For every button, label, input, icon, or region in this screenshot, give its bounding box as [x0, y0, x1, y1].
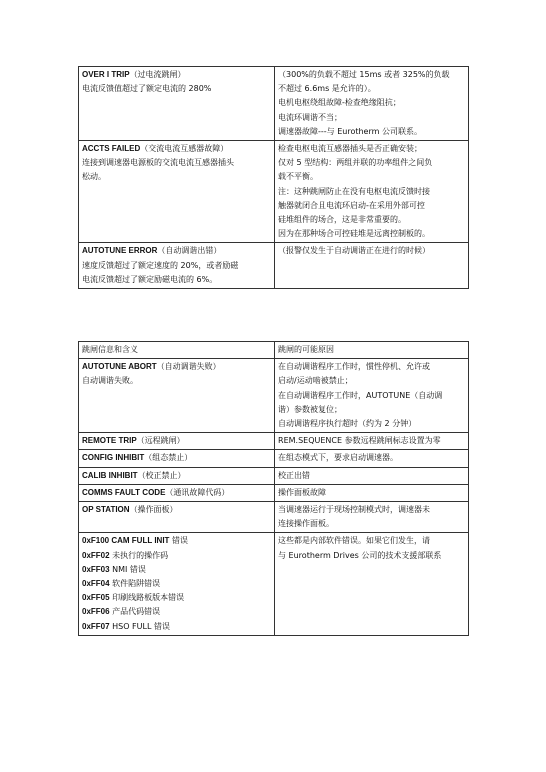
trip-code-description: （组态禁止）: [144, 453, 193, 463]
possible-cause-cell: [275, 484, 469, 501]
meaning-line: [82, 434, 271, 448]
trip-meaning-cell: [79, 533, 275, 635]
meaning-line: [82, 563, 271, 577]
trip-code: AUTOTUNE ERROR: [82, 246, 158, 256]
cause-line: 检查电枢电流互感器插头是否正确安装；: [278, 144, 423, 154]
possible-cause-cell: [275, 433, 469, 450]
trip-code-description: 错误: [169, 536, 188, 546]
cause-line: 校正出错: [278, 470, 311, 480]
trip-code: 0xFF03: [82, 564, 110, 574]
cause-line: 不超过 6.6ms 是允许的）。: [278, 84, 376, 94]
possible-cause-cell: [275, 467, 469, 484]
trip-code: CALIB INHIBIT: [82, 470, 138, 480]
trip-code: 0xFF02: [82, 550, 110, 560]
meaning-line: [82, 469, 271, 483]
cause-line: 因为在那种场合可控硅堆是远离控制板的。: [278, 229, 431, 239]
meaning-line: [82, 591, 271, 605]
trip-code-description: （自动调谐出错）: [157, 246, 222, 256]
trip-meaning-cell: [79, 502, 275, 533]
trip-meaning-cell: [79, 467, 275, 484]
possible-cause-cell: [275, 243, 469, 289]
possible-cause-cell: [275, 450, 469, 467]
trip-code: 0xFF05: [82, 593, 110, 603]
cause-line: 这些都是内部软件错误。如果它们发生，请: [278, 536, 431, 546]
trip-code: 0xFF04: [82, 579, 110, 589]
trip-code: ACCTS FAILED: [82, 144, 141, 154]
cause-line: （报警仅发生于自动调谐正在进行的时候）: [278, 246, 431, 256]
cause-line: 自动调谐程序执行超时（约为 2 分钟）: [278, 419, 417, 429]
cause-line: 在组态模式下，要求启动调速器。: [278, 453, 399, 463]
meaning-line: 速度反馈超过了额定速度的 20%，或者励磁: [82, 260, 239, 270]
meaning-line: [82, 451, 271, 465]
meaning-line: 松动。: [82, 172, 106, 182]
table-row: [79, 67, 469, 141]
table-row: [79, 450, 469, 467]
meaning-line: [82, 549, 271, 563]
trip-code: OP STATION: [82, 505, 130, 515]
header-possible-cause: 跳闸的可能原因: [275, 342, 469, 359]
trip-code-description: （校正禁止）: [137, 470, 186, 480]
cause-line: 电机电枢绕组故障-检查绝缘阻抗；: [278, 98, 401, 108]
trip-code: AUTOTUNE ABORT: [82, 362, 157, 372]
trip-meaning-cell: [79, 67, 275, 141]
cause-line: 操作面板故障: [278, 487, 327, 497]
cause-line: 启动/运动啮被禁止；: [278, 376, 353, 386]
meaning-line: 连接到调速器电源板的交流电流互感器插头: [82, 158, 234, 168]
meaning-line: [82, 605, 271, 619]
cause-line: 仅对 5 型结构：两组并联的功率组件之间负: [278, 158, 433, 168]
table-row: [79, 533, 469, 635]
cause-line: 谐）参数被复位；: [278, 404, 343, 414]
possible-cause-cell: [275, 359, 469, 433]
trip-meaning-cell: [79, 141, 275, 243]
trip-code-description: NMI 错误: [109, 564, 146, 574]
trip-meaning-cell: [79, 433, 275, 450]
table-header-row: [79, 342, 469, 359]
trip-meaning-cell: [79, 484, 275, 501]
cause-line: REM.SEQUENCE 参数远程跳闸标志设置为零: [278, 436, 441, 446]
trip-code: 0xFF06: [82, 607, 110, 617]
trip-table-1: [78, 66, 469, 289]
cause-line: 与 Eurotherm Drives 公司的技术支援部联系: [278, 550, 442, 560]
table-row: [79, 359, 469, 433]
meaning-line: [82, 486, 271, 500]
possible-cause-cell: [275, 67, 469, 141]
trip-code: 0xFF07: [82, 621, 110, 631]
trip-code-description: 印刷线路板版本错误: [109, 593, 185, 603]
table-row: [79, 467, 469, 484]
trip-table-2: [78, 341, 469, 636]
trip-code-description: 软件陷阱错误: [109, 579, 161, 589]
trip-code-description: 产品代码错误: [109, 607, 161, 617]
possible-cause-cell: [275, 533, 469, 635]
table-row: [79, 243, 469, 289]
meaning-line: [82, 620, 271, 634]
meaning-line: [82, 503, 271, 517]
table-row: [79, 502, 469, 533]
meaning-line: [82, 142, 271, 156]
trip-code-description: （远程跳闸）: [136, 436, 185, 446]
cause-line: 触器就闭合且电流环启动-在采用外部可控: [278, 200, 425, 210]
cause-line: 调速器故障---与 Eurotherm 公司联系。: [278, 126, 422, 136]
meaning-line: [82, 360, 271, 374]
cause-line: 在自动调谐程序工作时，AUTOTUNE（自动调: [278, 390, 443, 400]
possible-cause-cell: [275, 502, 469, 533]
cause-line: （300%的负载不超过 15ms 或者 325%的负载: [278, 70, 450, 79]
trip-code: REMOTE TRIP: [82, 436, 137, 446]
trip-code-description: （操作面板）: [129, 505, 178, 515]
cause-line: 在自动调谐程序工作时，惯性停机、允许或: [278, 362, 431, 372]
trip-meaning-cell: [79, 359, 275, 433]
trip-code-description: （过电流跳闸）: [129, 70, 186, 79]
meaning-line: [82, 68, 271, 82]
meaning-line: [82, 534, 271, 548]
table-row: [79, 141, 469, 243]
possible-cause-cell: [275, 141, 469, 243]
trip-code-description: HSO FULL 错误: [109, 621, 170, 631]
meaning-line: 电流反馈值超过了额定电流的 280%: [82, 84, 212, 94]
trip-table-2-body: [79, 342, 469, 636]
trip-code-description: （自动调谐失败）: [156, 362, 221, 372]
header-trip-info: 跳闸信息和含义: [79, 342, 275, 359]
cause-line: 硅堆组件的场合，这是非常重要的。: [278, 215, 407, 225]
trip-code-description: （通讯故障代码）: [165, 487, 230, 497]
trip-code-description: （交流电流互感器故障）: [140, 144, 229, 154]
meaning-line: 电流反馈超过了额定励磁电流的 6%。: [82, 274, 218, 284]
trip-meaning-cell: [79, 450, 275, 467]
cause-line: 注：这种跳闸防止在没有电枢电流反馈时接: [278, 186, 431, 196]
meaning-line: [82, 244, 271, 258]
cause-line: 连接操作面板。: [278, 519, 335, 529]
trip-code: CONFIG INHIBIT: [82, 453, 145, 463]
trip-code: 0xF100 CAM FULL INIT: [82, 536, 170, 546]
meaning-line: [82, 577, 271, 591]
trip-table-1-body: [79, 67, 469, 289]
cause-line: 电流环调谐不当；: [278, 112, 343, 122]
cause-line: 当调速器运行于现场控制模式时，调速器未: [278, 505, 431, 515]
trip-code: OVER I TRIP: [82, 70, 130, 79]
cause-line: 载不平衡。: [278, 172, 319, 182]
trip-code: COMMS FAULT CODE: [82, 487, 166, 497]
table-row: [79, 484, 469, 501]
meaning-line: 自动调谐失败。: [82, 376, 138, 386]
trip-code-description: 未执行的操作码: [109, 550, 169, 560]
table-row: [79, 433, 469, 450]
trip-meaning-cell: [79, 243, 275, 289]
